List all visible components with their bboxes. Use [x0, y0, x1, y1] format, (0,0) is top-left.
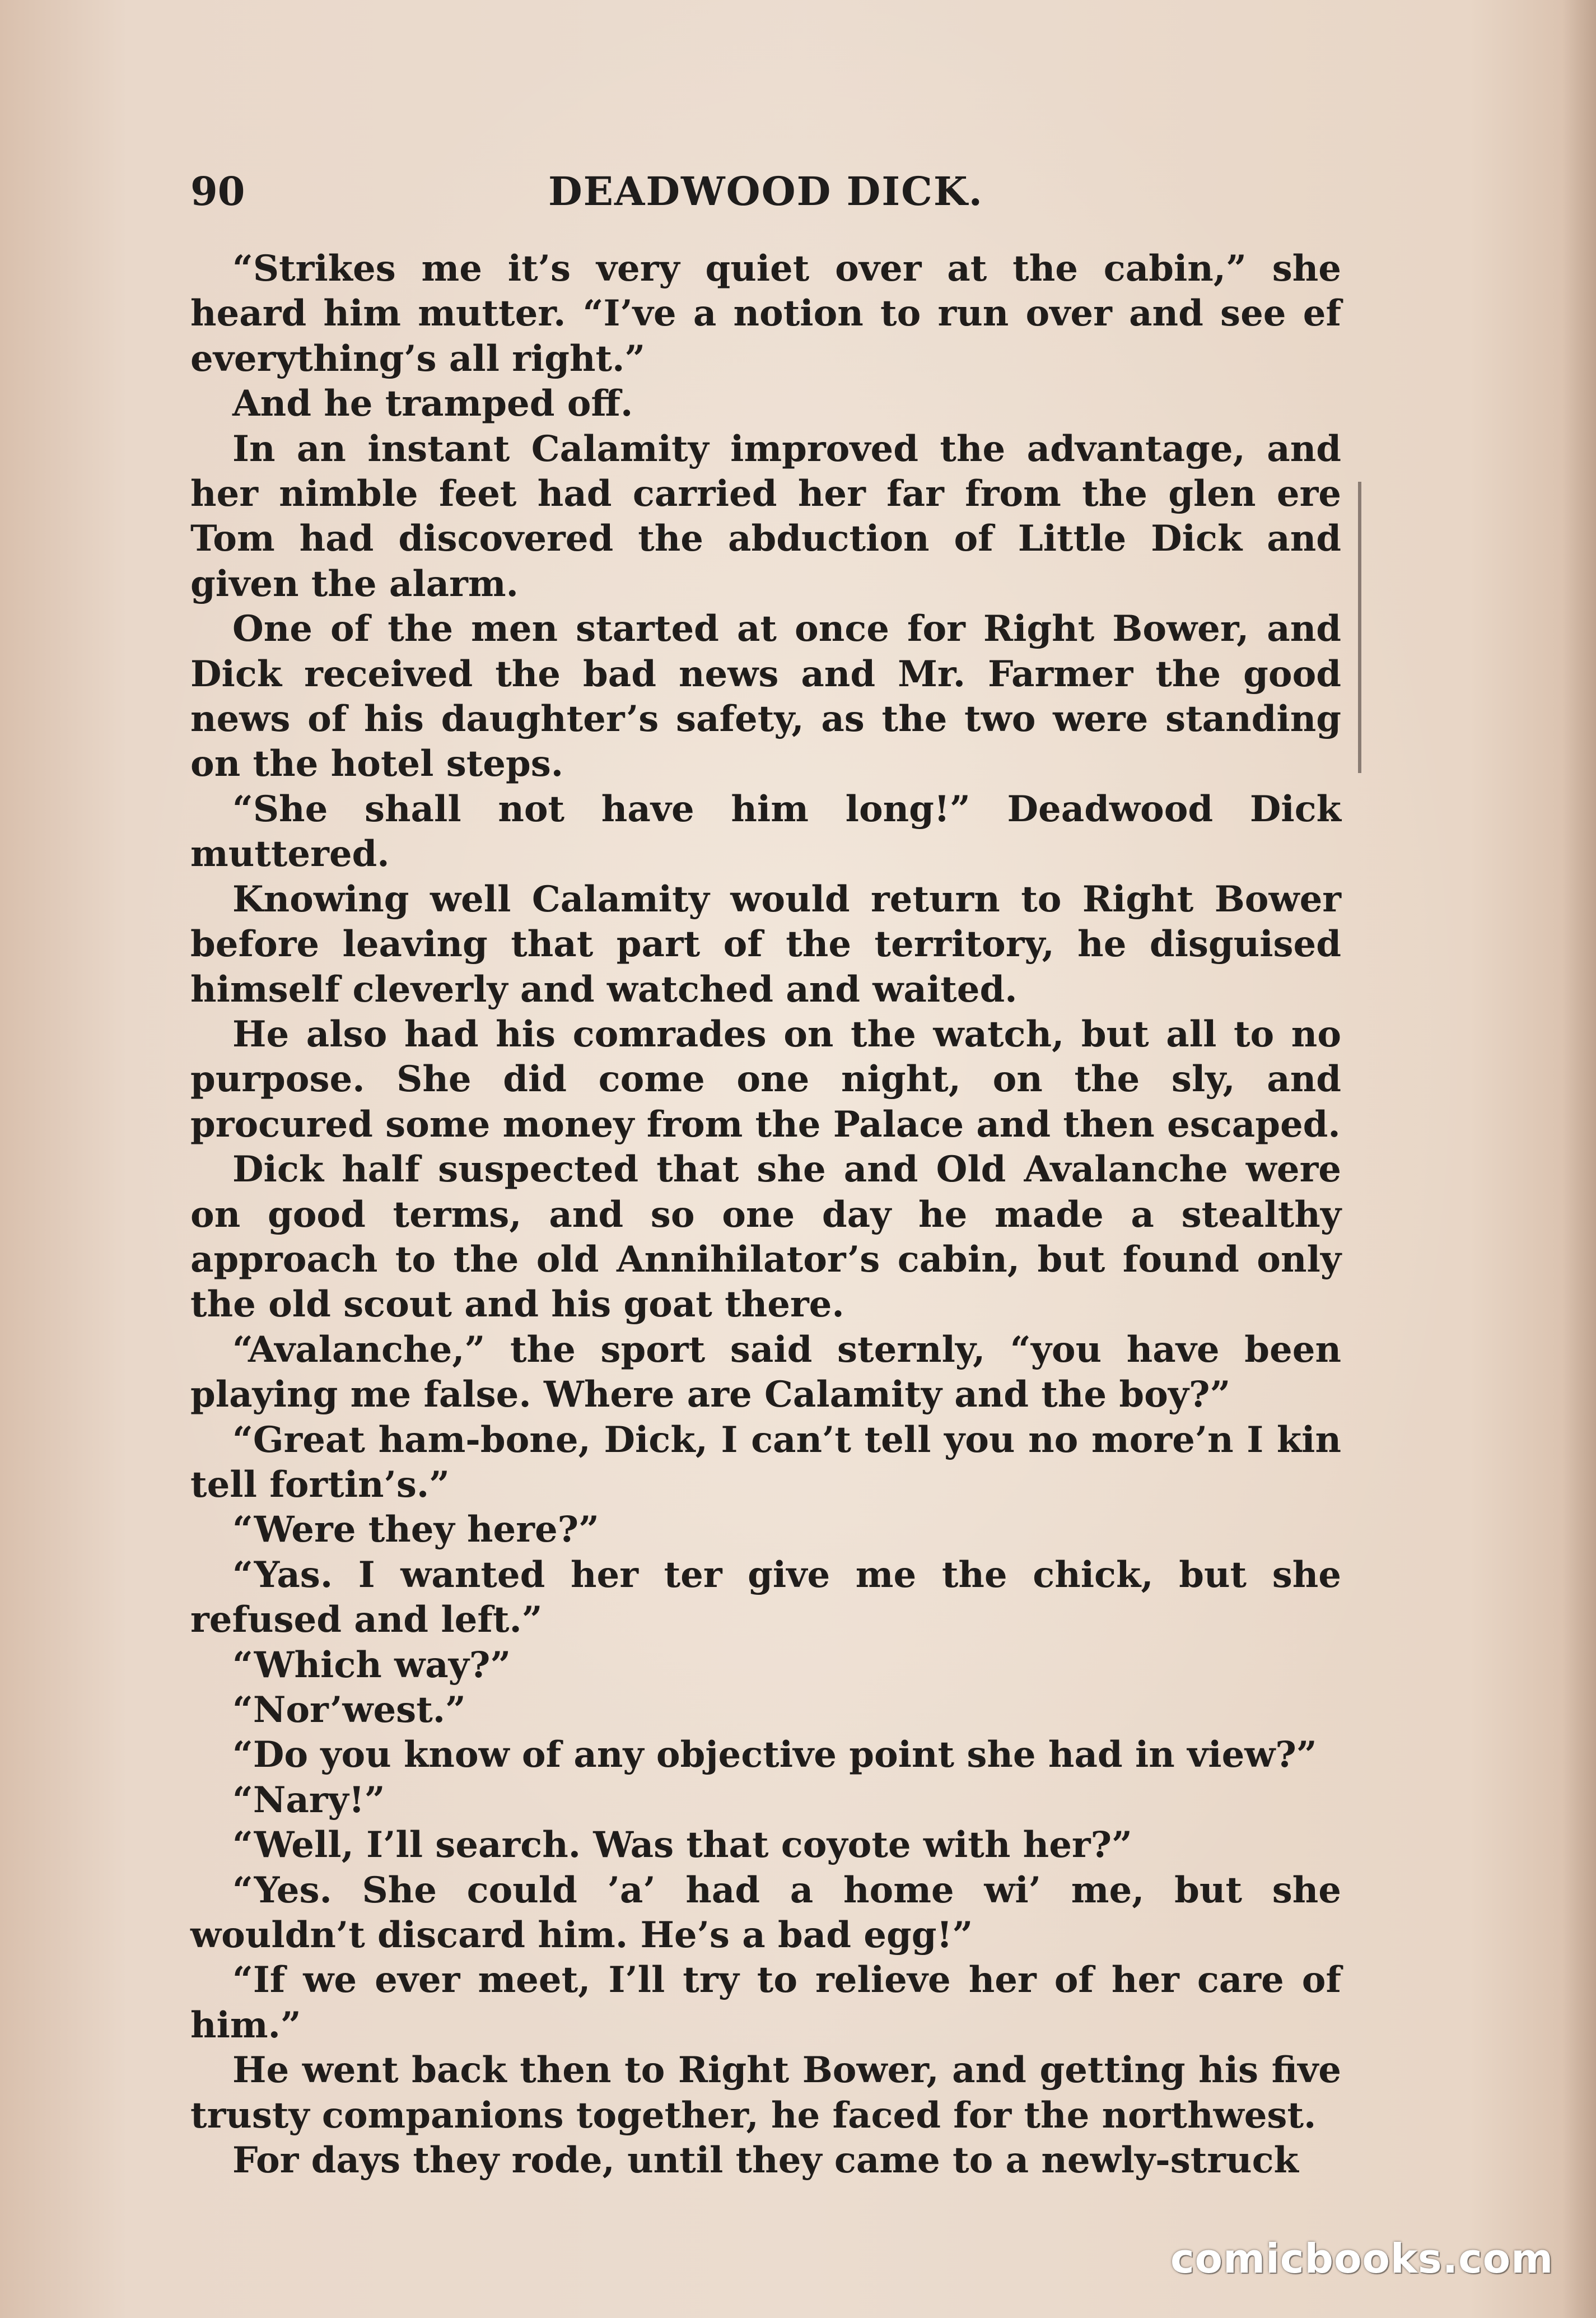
- paragraph: “Were they here?”: [232, 1509, 599, 1551]
- paragraph: Knowing well Calamity would return to Right Bower before leaving that part of the territory, he disguised himself cleverly and watched and waited.: [190, 878, 1341, 1011]
- margin-mark: [1358, 482, 1361, 773]
- watermark: comicbooks.com: [1170, 2235, 1554, 2282]
- paragraph: In an instant Calamity improved the advantage, and her nimble feet had carried her far from the glen ere Tom had discovered the abduction of Little Dick and given the alarm.: [190, 427, 1341, 605]
- running-head: DEADWOOD DICK.: [548, 168, 984, 215]
- paragraph: “Nary!”: [232, 1779, 385, 1821]
- paragraph: “Nor’west.”: [232, 1689, 466, 1731]
- paragraph: “Yes. She could ’a’ had a home wi’ me, but she wouldn’t discard him. He’s a bad egg!”: [190, 1869, 1341, 1957]
- paragraph: “She shall not have him long!” Deadwood Dick muttered.: [190, 788, 1341, 876]
- paragraph: “If we ever meet, I’ll try to relieve her of her care of him.”: [190, 1959, 1341, 2046]
- paragraph: “Do you know of any objective point she had in view?”: [232, 1734, 1317, 1776]
- body-text: [190, 246, 1341, 2183]
- paragraph: One of the men started at once for Right Bower, and Dick received the bad news and Mr. Farmer the good news of his daughter’s safety, as the two were standing on the hotel steps.: [190, 608, 1341, 785]
- page-number: 90: [190, 168, 245, 215]
- paragraph: “Avalanche,” the sport said sternly, “you have been playing me false. Where are Calamity and the boy?”: [190, 1328, 1341, 1416]
- paragraph: Dick half suspected that she and Old Avalanche were on good terms, and so one day he made a stealthy approach to the old Annihilator’s cabin, but found only the old scout and his goat there.: [190, 1148, 1341, 1326]
- paragraph: He went back then to Right Bower, and getting his five trusty companions together, he faced for the northwest.: [190, 2049, 1341, 2137]
- paragraph: “Great ham-bone, Dick, I can’t tell you no more’n I kin tell fortin’s.”: [190, 1418, 1341, 1506]
- paragraph: And he tramped off.: [232, 383, 633, 425]
- paragraph: He also had his comrades on the watch, but all to no purpose. She did come one night, on the sly, and procured some money from the Palace and then escaped.: [190, 1013, 1341, 1146]
- page-edge-shadow: [1562, 0, 1596, 2318]
- paragraph: “Well, I’ll search. Was that coyote with her?”: [232, 1824, 1132, 1866]
- paragraph: “Yas. I wanted her ter give me the chick, but she refused and left.”: [190, 1553, 1341, 1641]
- paragraph: “Strikes me it’s very quiet over at the cabin,” she heard him mutter. “I’ve a notion to run over and see ef everything’s all right.”: [190, 248, 1341, 380]
- paragraph: “Which way?”: [232, 1644, 511, 1686]
- paragraph: For days they rode, until they came to a newly-struck: [232, 2139, 1299, 2182]
- page-header: [190, 168, 1341, 230]
